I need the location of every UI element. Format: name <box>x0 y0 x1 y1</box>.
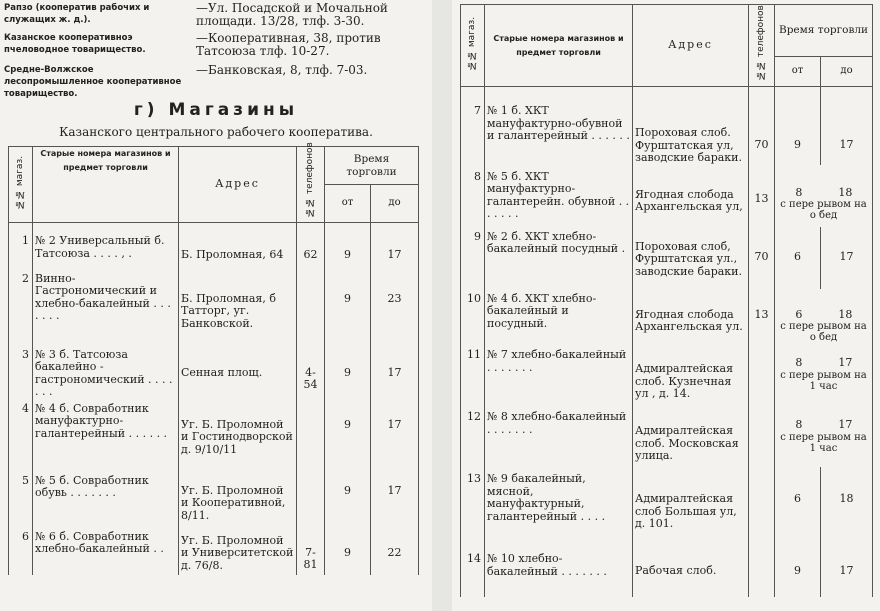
org-name-2: Казанское кооперативноэ пчеловодное товарищество. <box>4 33 146 55</box>
header-address: Адрес <box>179 147 297 223</box>
row-from: 9 <box>775 543 821 597</box>
row-address: Уг. Б. Проломной и Кооперативной, 8/11. <box>179 467 297 527</box>
row-from: 9 <box>325 345 371 399</box>
row-from: 9 <box>325 269 371 345</box>
row-num: 12 <box>461 405 485 467</box>
stores-table-left <box>8 142 419 575</box>
break-note: с пере рывом на о бед <box>780 321 867 343</box>
table-row <box>9 467 419 527</box>
time-cell <box>775 289 873 344</box>
row-phone <box>749 543 775 597</box>
row-to: 22 <box>371 527 419 575</box>
row-store: № 4 б. Совработник мануфактурно-галантерейный . . . . . . <box>33 399 179 467</box>
header-to: до <box>821 57 873 87</box>
table-row <box>9 527 419 575</box>
header-address: Адрес <box>633 5 749 87</box>
row-store: № 6 б. Совработник хлебно-бакалейный . . <box>33 527 179 575</box>
row-from: 9 <box>775 87 821 165</box>
row-num: 2 <box>9 269 33 345</box>
row-from: 9 <box>325 399 371 467</box>
row-phone: 62 <box>297 223 325 269</box>
org-address-3: —Банковская, 8, тлф. 7-03. <box>196 63 368 77</box>
row-from: 8 <box>795 185 803 199</box>
header-time: Время торговли <box>775 5 873 57</box>
row-num: 9 <box>461 227 485 289</box>
row-phone <box>297 467 325 527</box>
row-phone: 13 <box>749 165 775 227</box>
row-from: 9 <box>325 223 371 269</box>
table-row <box>9 223 419 269</box>
row-address: Сенная площ. <box>179 345 297 399</box>
row-num: 11 <box>461 343 485 405</box>
table-row <box>461 543 873 597</box>
row-from: 6 <box>795 307 803 321</box>
row-address: Адмиралтейская слоб. Московская улица. <box>633 405 749 467</box>
row-num: 13 <box>461 467 485 543</box>
header-time: Время торговли <box>325 147 419 185</box>
row-store: Винно-Гастрономический и хлебно-бакалейный . . . . . . . <box>33 269 179 345</box>
row-phone: 4-54 <box>297 345 325 399</box>
header-from: от <box>325 185 371 223</box>
row-address: Уг. Б. Проломной и Университетской д. 76/8. <box>179 527 297 575</box>
row-address: Ягодная слобода Архангельская ул. <box>633 289 749 344</box>
row-address: Б. Проломная, 64 <box>179 223 297 269</box>
header-phone: №№ телефонов <box>749 5 775 87</box>
row-address: Адмиралтейская слоб. Кузнечная ул , д. 14. <box>633 343 749 405</box>
row-store: № 8 хлебно-бакалейный . . . . . . . <box>485 405 633 467</box>
row-num: 8 <box>461 165 485 227</box>
row-store: № 10 хлебно-бакалейный . . . . . . . <box>485 543 633 597</box>
header-phone: №№ телефонов <box>297 147 325 223</box>
page-gutter <box>432 0 452 611</box>
header-num: №№ магаз. <box>461 5 485 87</box>
row-phone <box>297 269 325 345</box>
org-address-1: —Ул. Посадской и Мочальной площади. 13/28, тлф. 3-30. <box>196 1 388 28</box>
row-num: 6 <box>9 527 33 575</box>
row-from: 9 <box>325 467 371 527</box>
row-address: Уг. Б. Проломной и Гостинодворской д. 9/10/11 <box>179 399 297 467</box>
row-phone <box>297 399 325 467</box>
row-phone: 13 <box>749 289 775 344</box>
table-row <box>9 269 419 345</box>
table-row <box>9 345 419 399</box>
row-to: 17 <box>821 227 873 289</box>
row-to: 17 <box>371 223 419 269</box>
row-to: 17 <box>838 356 853 369</box>
section-title: г) Магазины <box>133 100 299 120</box>
row-phone <box>749 467 775 543</box>
row-store: № 7 хлебно-бакалейный . . . . . . . <box>485 343 633 405</box>
table-row <box>461 467 873 543</box>
table-row <box>461 289 873 344</box>
row-to: 17 <box>371 345 419 399</box>
stores-table-right <box>460 4 873 597</box>
row-to: 23 <box>371 269 419 345</box>
left-page <box>0 0 432 611</box>
row-num: 14 <box>461 543 485 597</box>
time-cell <box>775 165 873 227</box>
table-row <box>461 343 873 405</box>
row-store: № 2 Универсальный б. Татсоюза . . . . , . <box>33 223 179 269</box>
break-note: с пере рывом на 1 час <box>780 369 867 392</box>
row-from: 8 <box>795 356 803 369</box>
row-num: 5 <box>9 467 33 527</box>
header-store: Старые номера магазинов и предмет торговли <box>33 147 179 223</box>
break-note: с пере рывом на о бед <box>780 199 867 221</box>
org-name-1: Рапзо (кооператив рабочих и служащих ж. д.). <box>4 3 150 25</box>
row-phone: 7-81 <box>297 527 325 575</box>
row-phone: 70 <box>749 87 775 165</box>
row-to: 17 <box>821 87 873 165</box>
header-from: от <box>775 57 821 87</box>
header-store: Старые номера магазинов и предмет торговли <box>485 5 633 87</box>
row-to: 18 <box>838 185 853 199</box>
row-from: 8 <box>795 418 803 431</box>
right-page <box>452 0 880 611</box>
row-store: № 9 бакалейный, мясной, мануфактурный, галантерейный . . . . <box>485 467 633 543</box>
row-store: № 4 б. ХКТ хлебно-бакалейный и посудный. <box>485 289 633 344</box>
row-from: 9 <box>325 527 371 575</box>
row-num: 3 <box>9 345 33 399</box>
row-to: 18 <box>838 307 853 321</box>
header-to: до <box>371 185 419 223</box>
table-row <box>461 405 873 467</box>
org-name-3: Средне-Волжское лесопромышленное кооперативное товарищество. <box>4 65 182 99</box>
row-phone <box>749 405 775 467</box>
row-to: 17 <box>371 399 419 467</box>
row-address: Адмиралтейская слоб Большая ул, д. 101. <box>633 467 749 543</box>
row-address: Рабочая слоб. <box>633 543 749 597</box>
row-from: 6 <box>775 227 821 289</box>
table-row <box>9 399 419 467</box>
row-address: Пороховая слоб, Фурштатская ул., заводские бараки. <box>633 227 749 289</box>
row-num: 7 <box>461 87 485 165</box>
row-to: 18 <box>821 467 873 543</box>
row-store: № 2 б. ХКТ хлебно-бакалейный посудный . <box>485 227 633 289</box>
row-phone <box>749 343 775 405</box>
table-row <box>461 87 873 165</box>
row-address: Ягодная слобода Архангельская ул, <box>633 165 749 227</box>
org-address-2: —Кооперативная, 38, против Татсоюза тлф. 10-27. <box>196 31 381 58</box>
row-address: Б. Проломная, б Татторг, уг. Банковской. <box>179 269 297 345</box>
row-num: 10 <box>461 289 485 344</box>
row-store: № 1 б. ХКТ мануфактурно-обувной и галантерейный . . . . . . <box>485 87 633 165</box>
row-address: Пороховая слоб. Фурштатская ул, заводские бараки. <box>633 87 749 165</box>
row-to: 17 <box>838 418 853 431</box>
row-store: № 5 б. ХКТ мануфактурно-галантерейн. обувной . . . . . . . <box>485 165 633 227</box>
row-phone: 70 <box>749 227 775 289</box>
row-store: № 3 б. Татсоюза бакалейно - гастрономический . . . . . . . <box>33 345 179 399</box>
row-store: № 5 б. Совработник обувь . . . . . . . <box>33 467 179 527</box>
section-subtitle: Казанского центрального рабочего кооператива. <box>59 125 373 139</box>
table-row <box>461 165 873 227</box>
row-to: 17 <box>371 467 419 527</box>
time-cell <box>775 405 873 467</box>
row-to: 17 <box>821 543 873 597</box>
row-num: 1 <box>9 223 33 269</box>
header-num: №№ магаз. <box>9 147 33 223</box>
row-num: 4 <box>9 399 33 467</box>
row-from: 6 <box>775 467 821 543</box>
break-note: с пере рывом на 1 час <box>780 431 867 454</box>
time-cell <box>775 343 873 405</box>
table-row <box>461 227 873 289</box>
